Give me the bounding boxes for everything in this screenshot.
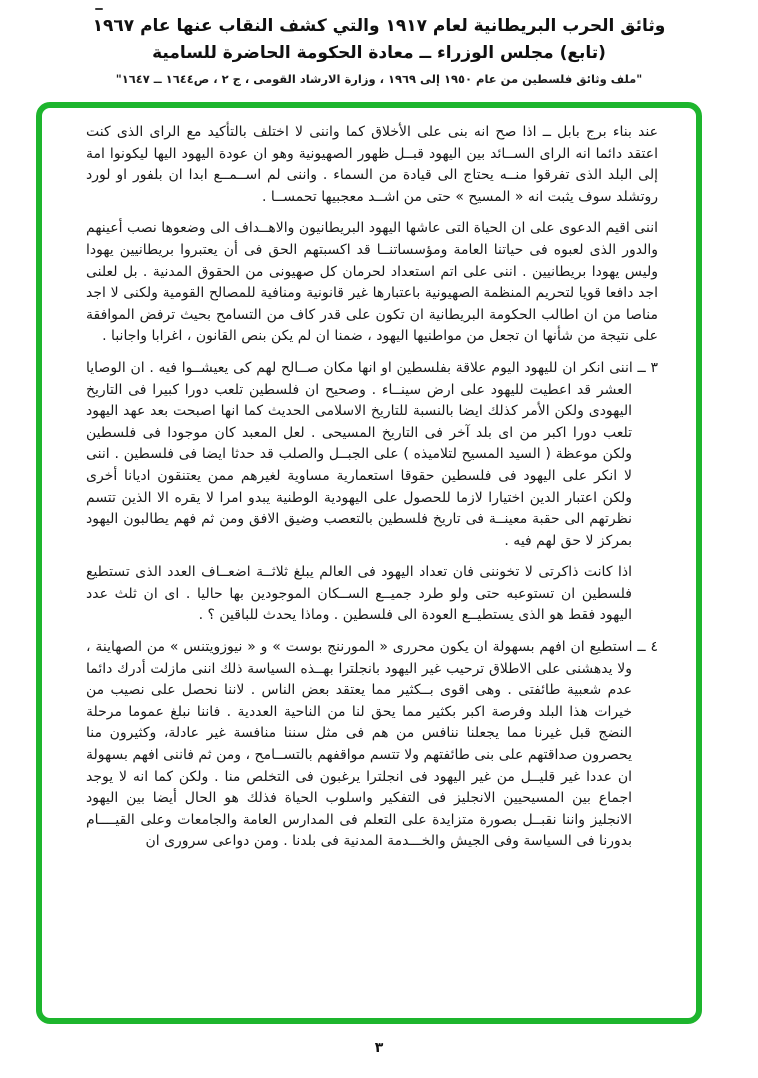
- paragraph-1: [86, 122, 658, 208]
- paragraph-1-text: عند بناء برج بابل ــ اذا صح انه بنى على الأخلاق كما واننى لا اختلف بالتأكيد مع الراى الذى كنت اعتقد دائما انه الراى الســائد بين اليهود قبــل ظهور الصهيونية وهو ان عودة اليهود اليها ليكونوا امة إلى البلد الذى تفرقوا منــه يحتاج الى قيادة من السماء . واننى لم اســمــع ابدا ان بلفور او لورد روتشلد سوف يثبت انه « المسيح » حتى من اشــد معجبيها تحمســا .: [86, 124, 658, 205]
- document-body: [86, 122, 658, 853]
- numbered-item-3: [86, 358, 658, 552]
- paragraph-2-text: اننى اقيم الدعوى على ان الحياة التى عاشها اليهود البريطانيون والاهــداف الى وضعوها نصب أعينهم والدور الذى لعبوه فى حياتنا العامة ومؤسساتنــا قد اكسبتهم الحق فى أن يعتبروا بريطانيين يهودا وليس يهودا بريطانيين . اننى على اتم استعداد لحرمان كل صهيونى من الحقوق المدنية . بل لعلنى اجد دافعا قويا لتحريم المنظمة الصهيونية باعتبارها غير قانونية ومنافية للمصالح القومية ولكنى لا اجد مناصا من ان اطالب الحكومة البريطانية ان تكون على قدر كاف من التسامح بحيث ترفض الموافقة على نتيجة من شأنها ان تجعل من مواطنيها اليهود ، ضمنا ان لم يكن بنص القانون ، اغرابا واجانبا .: [86, 220, 658, 345]
- item-4-marker: ٤ ــ: [637, 639, 659, 656]
- numbered-item-4: [86, 637, 658, 853]
- document-title: وثائق الحرب البريطانية لعام ١٩١٧ والتي كشف النقاب عنها عام ١٩٦٧: [92, 16, 666, 36]
- item-3-marker: ٣ ــ: [637, 359, 659, 376]
- item-4-text: استطيع ان افهم بسهولة ان يكون محررى « المورننج بوست » و « نيوزويتنس » من الصهاينة ، ولا يدهشنى على الاطلاق ترحيب غير اليهود بانجلترا بهــذه السياسة ذلك اننى مازلت أدرك دائما عدم شعبية طائفتى . وهى اقوى بــكثير مما يعتقد بعض الناس . لاننا نحصل على نصيب من خيرات هذا البلد وفرصة اكبر بكثير مما يحق لنا من الناحية العددية . فاننا نبلغ عموما مرحلة النضج قبل غيرنا مما يجعلنا ننافس من هم فى مثل سننا منافسة غير عادلة، وكثيرون منا يحصرون صداقتهم على بنى طائفتهم ولا تتسم مواقفهم بالتســامح ، ومن ثم فاننى افهم بسهولة ان عددا غير قليــل من غير اليهود فى انجلترا يرغبون فى التخلص منا . ولكن كما انه لا يوجد اجماع بين المسيحيين الانجليز فى التفكير واسلوب الحياة فذلك هو الحال أيضا بين اليهود الانجليز واننا نقبــل بصورة متزايدة على التعلم فى المدارس العامة والجامعات وعلى القيــــام بدورنا فى السياسة وفى الجيش والخـــدمة المدنية فى بلدنا . ومن دواعى سرورى ان: [86, 639, 633, 850]
- document-header: [0, 16, 758, 86]
- highlight-frame: [36, 102, 702, 1024]
- scan-artifact-mark: [95, 8, 103, 10]
- document-subtitle: (تابع) مجلس الوزراء ــ معادة الحكومة الحاضرة للسامية: [152, 43, 606, 63]
- item-3-continuation: [86, 562, 658, 627]
- document-source-citation: "ملف وثائق فلسطين من عام ١٩٥٠ إلى ١٩٦٩ ، وزارة الارشاد القومى ، ج ٢ ، ص١٦٤٤ ــ ١٦٤٧": [115, 72, 643, 86]
- item-3-text: اننى انكر ان لليهود اليوم علاقة بفلسطين او انها مكان صــالح لهم كى يعيشــوا فيه . ان الوصايا العشر قد اعطيت لليهود على ارض سينــاء . وصحيح ان فلسطين تلعب دورا كبيرا فى التاريخ اليهودى ولكن الأمر كذلك ايضا بالنسبة للتاريخ الاسلامى الحديث كما انها اصبحت بعد عهد اليهود تلعب دورا اكبر من اى بلد آخر فى التاريخ المسيحى . لعل المعبد كان موجودا فى فلسطين ولكن موعظة ( السيد المسيح لتلاميذه ) على الجبــل والصلب قد حدثا ايضا فى فلسطين . اننى لا انكر على اليهود فى فلسطين حقوقا استعمارية مساوية لغيرهم ممن يعتنقون اديانا أخرى ولكن اعتبار الدين اختيارا لازما للحصول على اليهودية الوطنية يبدو امرا لا يقره الا الذين تتسم نظرتهم الى حقبة معينــة فى تاريخ فلسطين بالتعصب وضيق الافق ومن ثم فهم يطالبون اليهود بمركز لا حق لهم فيه .: [86, 359, 633, 549]
- item-3-continuation-text: اذا كانت ذاكرتى لا تخوننى فان تعداد اليهود فى العالم يبلغ ثلاثــة اضعــاف العدد الذى تستطيع فلسطين ان تستوعبه حتى ولو طرد جميــع الســكان الموجودين بها حاليا . اى ان ثلث عدد اليهود فقط هو الذى يستطيــع العودة الى فلسطين . وماذا يحدث للباقين ؟ .: [86, 564, 632, 624]
- page-number: ٣: [374, 1040, 384, 1056]
- paragraph-2: [86, 218, 658, 348]
